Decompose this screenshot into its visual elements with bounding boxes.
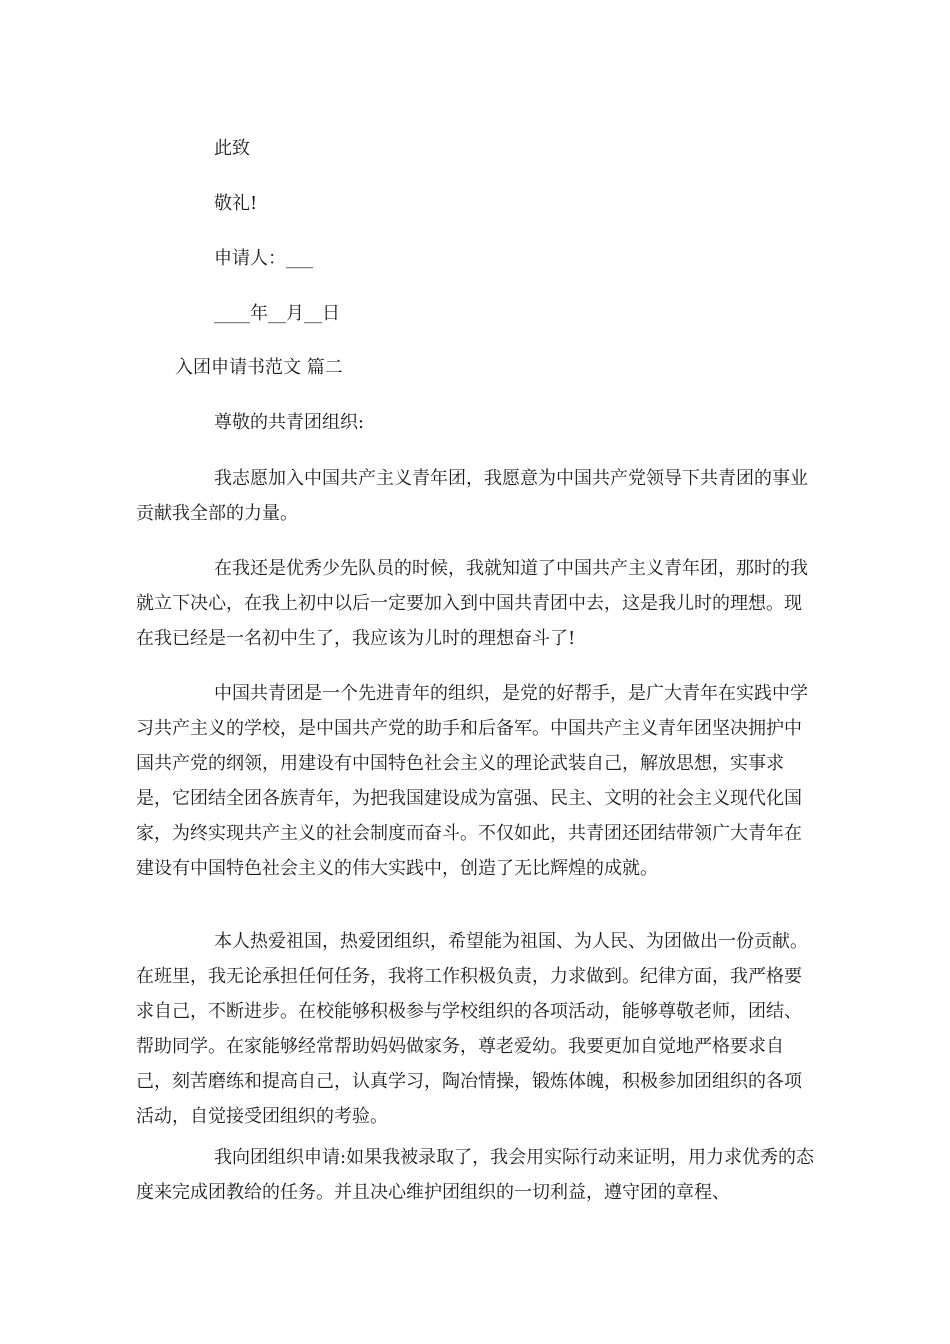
- section-title: 入团申请书范文 篇二: [175, 357, 343, 378]
- applicant-line: 申请人：___: [214, 248, 313, 269]
- paragraph-5: 我向团组织申请:如果我被录取了，我会用实际行动来证明，用力求优秀的态度来完成团教给的任务。并且决心维护团组织的一切利益，遵守团的章程、: [136, 1147, 815, 1203]
- greeting: 尊敬的共青团组织:: [214, 412, 365, 433]
- closing-salutation: 此致: [214, 138, 250, 159]
- paragraph-3: 中国共青团是一个先进青年的组织，是党的好帮手，是广大青年在实践中学习共产主义的学校，是中国共产党的助手和后备军。中国共产主义青年团坚决拥护中国共产党的纲领，用建设有中国特色社会主义的理论武装自己，解放思想，实事求是，它团结全团各族青年，为把我国建设成为富强、民主、文明的社会主义现代化国家，为终实现共产主义的社会制度而奋斗。不仅如此，共青团还团结带领广大青年在建设有中国特色社会主义的伟大实践中，创造了无比辉煌的成就。: [136, 683, 808, 879]
- paragraph-2: 在我还是优秀少先队员的时候，我就知道了中国共产主义青年团，那时的我就立下决心，在我上初中以后一定要加入到中国共青团中去，这是我儿时的理想。现在我已经是一名初中生了，我应该为儿时的理想奋斗了!: [136, 558, 808, 649]
- date-line: ____年__月__日: [214, 303, 340, 324]
- paragraph-1: 我志愿加入中国共产主义青年团，我愿意为中国共产党领导下共青团的事业贡献我全部的力量。: [136, 468, 808, 524]
- closing-respect: 敬礼!: [214, 193, 258, 214]
- paragraph-4: 本人热爱祖国，热爱团组织，希望能为祖国、为人民、为团做出一份贡献。在班里，我无论承担任何任务，我将工作积极负责，力求做到。纪律方面，我严格要求自己，不断进步。在校能够积极参与学校组织的各项活动，能够尊敬老师，团结、帮助同学。在家能够经常帮助妈妈做家务，尊老爱幼。我要更加自觉地严格要求自己，刻苦磨练和提高自己，认真学习，陶冶情操，锻炼体魄，积极参加团组织的各项活动，自觉接受团组织的考验。: [136, 931, 808, 1127]
